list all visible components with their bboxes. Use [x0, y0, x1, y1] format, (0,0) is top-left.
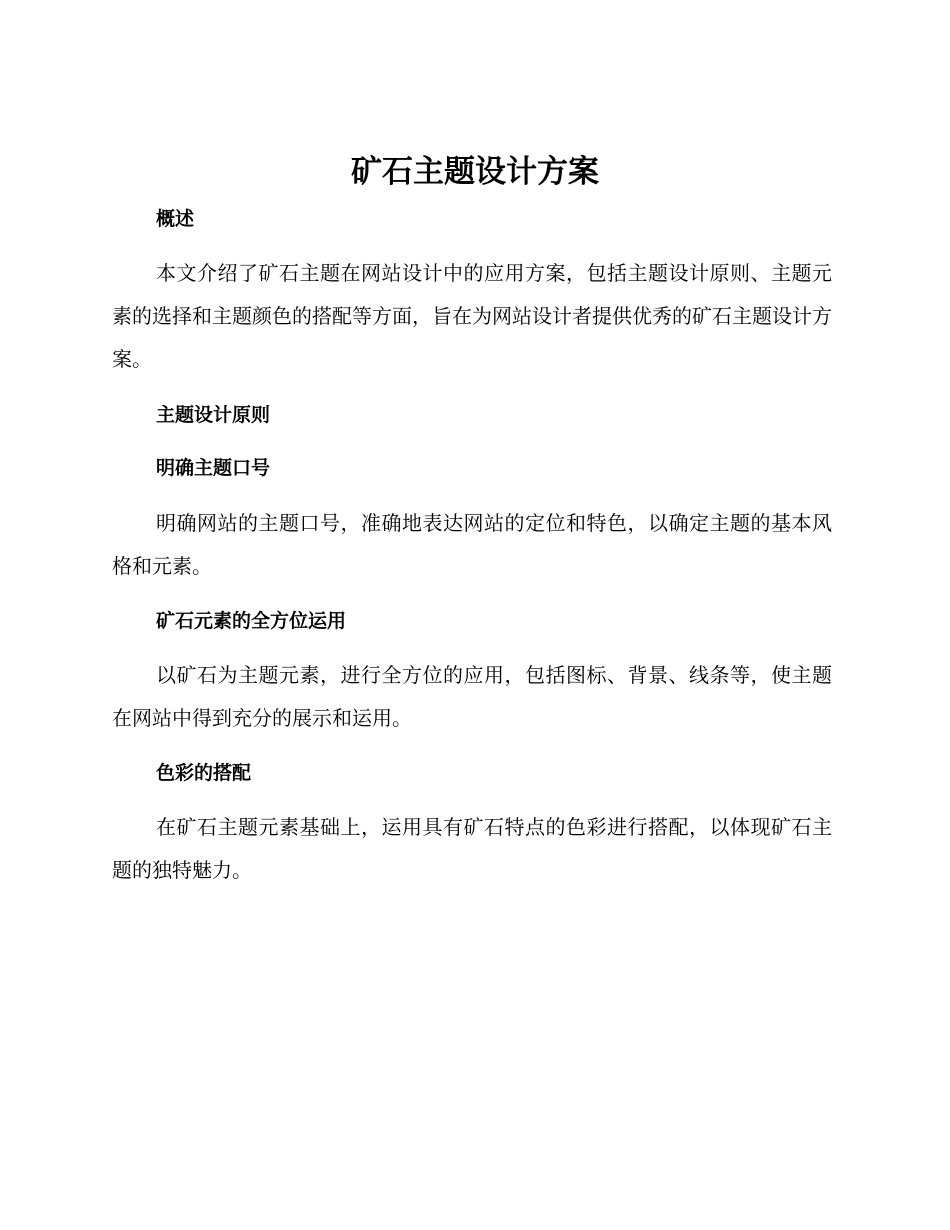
document-title: 矿石主题设计方案 — [351, 154, 599, 190]
section-heading-overview: 概述 — [156, 208, 195, 230]
section-heading-ore-elements: 矿石元素的全方位运用 — [156, 610, 347, 632]
section-heading-theme-slogan: 明确主题口号 — [156, 457, 271, 479]
section-heading-design-principles: 主题设计原则 — [156, 404, 271, 426]
section-paragraph-theme-slogan: 明确网站的主题口号，准确地表达网站的定位和特色，以确定主题的基本风格和元素。 — [112, 511, 832, 578]
section-paragraph-color-matching: 在矿石主题元素基础上，运用具有矿石特点的色彩进行搭配，以体现矿石主题的独特魅力。 — [112, 815, 832, 882]
section-heading-color-matching: 色彩的搭配 — [156, 762, 252, 784]
section-paragraph-ore-elements: 以矿石为主题元素，进行全方位的应用，包括图标、背景、线条等，使主题在网站中得到充分的展示和运用。 — [112, 663, 832, 730]
section-paragraph-overview: 本文介绍了矿石主题在网站设计中的应用方案，包括主题设计原则、主题元素的选择和主题颜色的搭配等方面，旨在为网站设计者提供优秀的矿石主题设计方案。 — [112, 261, 832, 371]
